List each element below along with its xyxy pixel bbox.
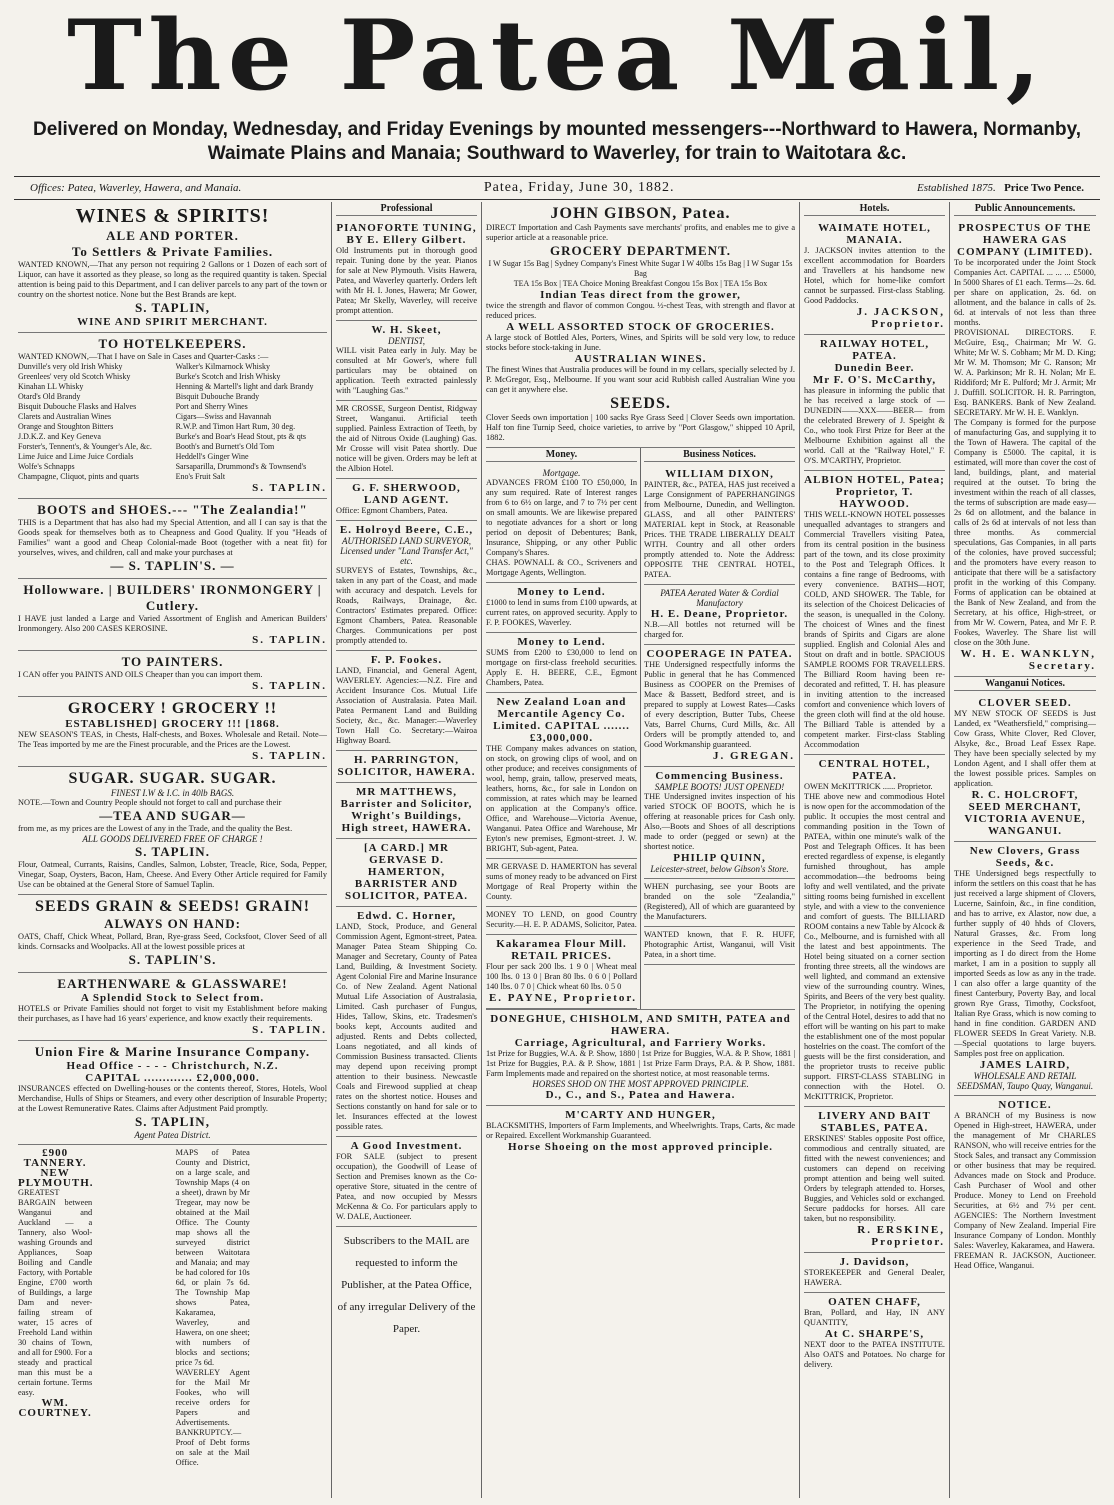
huff-body: WANTED known, that F. R. HUFF, Photographic Artist, Wanganui, will Visit Patea, in a short time. xyxy=(644,930,795,959)
payne: E. PAYNE, Proprietor. xyxy=(488,992,637,1004)
notice-body: A BRANCH of my Business is now Opened in High-street, HAWERA, under the management of Mr CHARLES RANSON, who will receive entries for the Stock Sales, and transact any Commission or other business that may be required. Advances made on Stock and Produce. Cash Purchaser of Wool and other Produce. Money to Lend on Freehold Securities, at 6½ and 7½ per cent. AGENCIES: The Northern Investment Company of New Zealand. Imperial Fire Insurance Company of London. Monthly Sales: Waverley, Kakaramea, and Hawera. xyxy=(954,1111,1096,1250)
sharpe: At C. SHARPE'S, xyxy=(824,1328,925,1340)
ad-lend-2 xyxy=(486,633,637,693)
skeet-title: W. H. Skeet, xyxy=(371,324,442,336)
mortgage: Mortgage. xyxy=(542,468,581,478)
oaten-body: Bran, Pollard, and Hay, IN ANY QUANTITY, xyxy=(804,1308,945,1327)
price: Price Two Pence. xyxy=(1004,182,1084,194)
splendid: A Splendid Stock to Select from. xyxy=(80,992,265,1004)
ad-albion xyxy=(804,471,945,755)
cooperage: COOPERAGE IN PATEA. xyxy=(646,648,793,660)
union-body: INSURANCES effected on Dwelling-houses or the contents thereof, Stores, Hotels, Wool Merchandise, Hulls of Ships or Steamers, and every other description of Insurable Property; at the Lowest Remunerative Rates. Claims after Adjustment Paid promptly. xyxy=(18,1084,327,1113)
settlers: To Settlers & Private Families. xyxy=(71,244,274,259)
doneghue: DONEGHUE, CHISHOLM, AND SMITH, PATEA and HAWERA. xyxy=(490,1013,791,1037)
mccarthy: Mr F. O'S. McCarthy, xyxy=(812,374,937,386)
ad-painters xyxy=(18,651,327,697)
aus-wines: AUSTRALIAN WINES. xyxy=(574,353,707,365)
horner-title: Edwd. C. Horner, xyxy=(356,910,457,922)
sherwood-office: Office: Egmont Chambers, Patea. xyxy=(336,506,448,515)
sample: SAMPLE BOOTS! JUST OPENED! xyxy=(654,782,785,792)
ad-hamerton xyxy=(336,839,477,907)
money-business-columns xyxy=(486,448,795,1009)
taplins-2: S. TAPLIN'S. xyxy=(128,952,217,967)
directors: PROVISIONAL DIRECTORS. F. McGuire, Esq., Chairman; Mr W. G. White; Mr W. S. Cobham; Mr M. D. King; Mr W. M. Thomson; Mr C. Ranson; Mr W. A. Parkinson; Mr R. H. Nolan; Mr E. Riddiford; Mr E. Pulford; Mr J. Armit; Mr J. Duffill. SOLICITOR. H. R. Parrington, Esq. BANKERS. Bank of New Zealand. SECRETARY. Mr W. H. E. Wanklyn. xyxy=(954,328,1096,417)
tannery-body: GREATEST BARGAIN between Wanganui and Auckland — a Tannery, also Wool-washing Grounds and Appliances, Soap Boiling and Candle Factory, with Portable Engine, £700 worth of Buildings, a large Dam and never-failing stream of water, 15 acres of Freehold Land within 30 chains of Town, and all for £900. For a steady and practical man this must be a certain fortune. Terms easy. xyxy=(18,1188,93,1397)
boots-body: THIS is a Department that has also had my Special Attention, and all I can say is that the Goods speak for themselves both as to Cheapness and Good Quality. If you "Heads of Families" want a good and Cheap Colonial-made Boot (together with a neat fit) for yourselves, wives, and children, call and make your purchases at xyxy=(18,518,327,557)
ad-davidson xyxy=(804,1253,945,1293)
matthews: MR MATTHEWS, Barrister and Solicitor, Wright's Buildings, High street, HAWERA. xyxy=(340,786,473,834)
ad-nz-loan xyxy=(486,693,637,859)
ad-mccarty xyxy=(486,1106,795,1157)
dentist: DENTIST, xyxy=(387,336,426,346)
taplins: — S. TAPLIN'S. — xyxy=(110,558,235,573)
professional-section: Professional xyxy=(336,202,477,216)
groceries: A WELL ASSORTED STOCK OF GROCERIES. xyxy=(506,321,775,333)
column-3 xyxy=(482,202,800,1498)
hamerton: [A CARD.] MR GERVASE D. HAMERTON, BARRISTER AND SOLICITOR, PATEA. xyxy=(344,842,469,902)
ad-zealandia xyxy=(644,879,795,927)
ad-fookes xyxy=(336,651,477,751)
earthen-title: EARTHENWARE & GLASSWARE! xyxy=(57,976,288,991)
ad-kakaramea xyxy=(486,935,637,1009)
ad-boots xyxy=(18,499,327,579)
always: ALWAYS ON HAND: xyxy=(104,916,241,931)
prospectus: PROSPECTUS OF THE HAWERA GAS COMPANY (LIMITED). xyxy=(957,222,1093,258)
albion-body: THIS WELL-KNOWN HOTEL possesses unequalled advantages to strangers and Commercial Travellers visiting Patea, from its central position in the business part of the town, and its close proximity to the Post and Telegraph Offices. It contains a fine range of Bedrooms, with every convenience. BATHS—HOT, COLD, AND SHOWER. The Table, for its selection of the Choicest Delicacies of the season, is unequalled in the Colony. The choicest of Wines and the finest brands of Spirits and Cigars are alone supplied. English and Colonial Ales and Stout on draft and in bottle. SPACIOUS SAMPLE ROOMS FOR TRAVELLERS. The Billiard Room having been re-decorated and refitted, T. H. has pleasure in inviting attention to the increased comfort and convenience which lovers of the green cloth will find at the old house. The Billiard Table is attended by a competent marker. First-class Stabling Accommodation xyxy=(804,510,945,749)
taplin-8: S. TAPLIN, xyxy=(135,1114,210,1129)
money-lend: Money to Lend. xyxy=(517,586,606,598)
jackson: J. JACKSON, Proprietor. xyxy=(856,306,945,330)
taplin-4: S. TAPLIN. xyxy=(252,680,327,692)
ad-parrington xyxy=(336,751,477,783)
ad-wines xyxy=(18,202,327,333)
seeds-body: Clover Seeds own importation | 100 sacks Rye Grass Seed | Clover Seeds own importation. Half ton fine Turnip Seed, choice varieties, to arrive by "Port Glasgow," shipped 10 April, 1882. xyxy=(486,413,795,442)
column-2 xyxy=(332,202,482,1498)
boots-title: BOOTS and SHOES.--- "The Zealandia!" xyxy=(37,502,308,517)
quinn-body: THE Undersigned invites inspection of his varied STOCK OF BOOTS, which he is offering at reasonable prices for Cash only. Also,—Boots and Shoes of all descriptions made to order (pegged or sewn) at the shortest notice. xyxy=(644,792,795,851)
ad-waimate xyxy=(804,219,945,335)
ad-subscribers xyxy=(336,1227,477,1344)
patea-aerated: PATEA Aerated Water & Cordial Manufactory xyxy=(660,588,779,608)
hotels-section: Hotels. xyxy=(804,202,945,216)
masthead xyxy=(0,0,1114,118)
wine-merchant: WINE AND SPIRIT MERCHANT. xyxy=(77,316,268,328)
jackson-2: FREEMAN R. JACKSON, Auctioneer. Head Office, Wanganui. xyxy=(954,1251,1096,1270)
business-section: Business Notices. xyxy=(644,448,795,462)
sugar-title: SUGAR. SUGAR. SUGAR. xyxy=(68,770,277,787)
oats-body: OATS, Chaff, Chick Wheat, Pollard, Bran, Rye-grass Seed, Cocksfoot, Clover Seed of all kinds. Cornsacks and Woolpacks. All at the lowest possible prices at xyxy=(18,932,327,951)
new-clovers: New Clovers, Grass Seeds, &c. xyxy=(969,845,1081,869)
ad-crosse xyxy=(336,401,477,479)
ad-deane xyxy=(644,585,795,645)
railway: RAILWAY HOTEL, PATEA. xyxy=(819,338,930,362)
capital: CAPITAL ............. £2,000,000. xyxy=(85,1072,260,1084)
davidson-body: STOREKEEPER and General Dealer, HAWERA. xyxy=(804,1268,945,1287)
ad-grain xyxy=(18,895,327,973)
crosse-body: MR CROSSE, Surgeon Dentist, Ridgway Street, Wanganui. Artificial teeth supplied. Painless Extraction of Teeth, by the aid of Nitrous Oxide (Laughing) Gas. Mr Crosse will visit Patea shortly. Due notice will be given. Orders may be left at the Albion Hotel. xyxy=(336,404,477,473)
ad-prospectus xyxy=(954,219,1096,677)
dixon-title: WILLIAM DIXON, xyxy=(665,468,774,480)
indian: Indian Teas direct from the grower, xyxy=(540,289,741,301)
ad-sharpe xyxy=(804,1293,945,1374)
business-column xyxy=(641,448,795,1009)
ad-dixon xyxy=(644,465,795,585)
columns xyxy=(14,202,1100,1498)
wines-title: WINES & SPIRITS! xyxy=(75,205,270,227)
skeet-body: WILL visit Patea early in July. May be consulted at Mr Gower's, where full particulars may be obtained on application. Teeth extracted painlessly with "Laughing Gas." xyxy=(336,346,477,395)
horse-shoeing: Horse Shoeing on the most approved principle. xyxy=(507,1141,774,1153)
sugars: I W Sugar 15s Bag | Sydney Company's Finest White Sugar I W 40lbs 15s Bag | I W Sugar 15s Bag xyxy=(488,259,793,278)
column-1 xyxy=(14,202,332,1498)
ad-piano xyxy=(336,219,477,321)
hamerton-body: MR GERVASE D. HAMERTON has several sums of money ready to be advanced on First Mortgage of Real Property within the County. xyxy=(486,862,637,901)
ad-tannery xyxy=(18,1145,327,1472)
parrington: H. PARRINGTON, SOLICITOR, HAWERA. xyxy=(337,754,476,778)
public-section: Public Announcements. xyxy=(954,202,1096,216)
ad-railway xyxy=(804,335,945,471)
ad-cooperage xyxy=(644,645,795,767)
piano-body: Old Instruments put in thorough good repair. Tuning done by the year. Pianos for sale at New Plymouth. Visits Hawera, Patea, and Waverley quarterly. Orders left with Mr H. I. Jones, Hawera; Mr Gower, Patea; Mr Skelly, Waverley, will receive prompt attention. xyxy=(336,246,477,315)
central-prop: OWEN McKITTRICK ...... Proprietor. xyxy=(804,782,933,791)
sherwood-title: G. F. SHERWOOD, LAND AGENT. xyxy=(352,482,461,506)
masthead-title: The Patea Mail, xyxy=(66,0,1048,112)
central: CENTRAL HOTEL, PATEA. xyxy=(818,758,931,782)
laird: JAMES LAIRD, xyxy=(979,1059,1071,1071)
dunedin: Dunedin Beer. xyxy=(834,362,915,374)
dateline-right xyxy=(917,182,1084,194)
taplin-7: S. TAPLIN. xyxy=(252,1024,327,1036)
ad-builders xyxy=(18,579,327,651)
builders-title: Hollowware. | BUILDERS' IRONMONGERY | Cutlery. xyxy=(23,582,322,613)
retail: RETAIL PRICES. xyxy=(511,950,612,962)
taplin-2: S. TAPLIN. xyxy=(252,482,327,494)
ad-quinn xyxy=(644,767,795,879)
hotel-right: Walker's Kilmarnock Whisky Burke's Scotch and Irish Whisky Henning & Martell's light and dark Brandy Bisquit Dubouche Brandy Port and Sherry Wines Cigars—Swiss and Havannah R.W.P. and Timon Hart Rum, 30 deg. Burke's and Boar's Head Stout, pts & qts Booth's and Burnett's Old Tom Heddell's Ginger Wine Sarsaparilla, Drummond's & Townsend's Eno's Fruit Salt xyxy=(175,362,314,481)
prizes: 1st Prize for Buggies, W.A. & P. Show, 1880 | 1st Prize for Buggies, W.A. & P. Show, 1881 | 1st Prize for Buggies, P.A. & P. Show, 1881 | 1st Prize Farm Drays, P.A. & P. Show, 1881. Farm Implements made and repaired on the shortest notice, at most reasonable terms. xyxy=(486,1049,795,1078)
hotel-lists xyxy=(18,362,327,482)
laird-body: THE Undersigned begs respectfully to inform the settlers on this coast that he has just received a large shipment of Clovers, Lucerne, Sainfoin, &c., in fine condition, and has to arrive, ex Alastor, now due, a further supply of 40 hhds of Clovers, Natural Grasses, &c. From long experience in the Seed Trade, and importing as I do direct from the Home market, I am in a position to supply all imported Seeds as low as any in the trade. I can also offer a large quantity of the finest Canterbury, Poverty Bay, and local grown Rye Grass, Timothy, Cocksfoot, Italian Rye Grass, which is now coming to hand in fine condition. GARDEN AND FLOWER SEEDS In Great Variety. N.B.—Special quotations to large buyers. Samples post free on application. xyxy=(954,869,1096,1058)
ad-livery xyxy=(804,1107,945,1253)
taplin-3: S. TAPLIN. xyxy=(252,634,327,646)
ad-hotelkeepers xyxy=(18,333,327,499)
aus-body: The finest Wines that Australia produces will be found in my cellars, specially selected by J. P. McGregor, Esq., Melbourne. If you want sour acid Rubbish called Australian Wine you can get it anywhere else. xyxy=(486,365,795,394)
ad-mortgage xyxy=(486,465,637,583)
courtney: WM. COURTNEY. xyxy=(18,1397,92,1419)
ad-skeet xyxy=(336,321,477,401)
column-5 xyxy=(950,202,1100,1498)
albion: ALBION HOTEL, Patea; Proprietor, T. HAYWOOD. xyxy=(804,474,945,510)
quinn: PHILIP QUINN, xyxy=(673,852,766,864)
horner-body: LAND, Stock, Produce, and General Commission Agent, Egmont-street, Patea. Manager Patea Steam Shipping Co. Manager and Secretary, County of Patea Land, Building, & Investment Society. Agent Colonial Fire and Marine Insurance Co. of New Zealand. Agent National Mutual Life Association of Australasia, Limited. Cash purchaser of Fungus, Hides, Tallow, Skins, etc. Tradesmen's books kept, Accounts audited and adjusted. Rents and Debts collected, Loans negotiated, and all kinds of Commission Business transacted. Clients may depend upon receiving prompt attention to their business. Newcastle Coals and Firewood supplied at cheap rates on the shortest notice. Houses and Sections constantly on hand for sale or to let. Insurances effected at the lowest possible rates. xyxy=(336,922,477,1131)
bottled: A large stock of Bottled Ales, Porters, Wines, and Spirits will be sold very low, to reduce stocks before stock-taking in June. xyxy=(486,333,795,352)
central-body: THE above new and commodious Hotel is now open for the accommodation of the public. It occupies the most central and commanding position in the Town of PATEA, within one minute's walk of the Post and Telegraph Offices. It has been erected regardless of expense, is elegantly furnished throughout, has ample accommodation—the bedrooms being lofty and well ventilated, and the private sitting rooms being furnished in excellent style, and with a view to the convenience and comfort of guests. The BILLIARD ROOM contains a new Table by Alcock & Co., Melbourne, and is furnished with all the latest and best appointments. The Hotel being situated on a corner section fronting three streets, all the windows are well lighted, and command an extensive view of the surrounding country. Wines, Spirits, and Beers of the very best quality. The Proprietor, in notifying the opening of the Central Hotel, desires to add that no effort will be wanting on his part to make the establishment one of the most popular hostelries on the coast. The comfort of the guests will be the first consideration, and the proprietor trusts to receive public support. FIRST-CLASS STABLING in connection with the Hotel. O. McKITTRICK, Proprietor. xyxy=(804,792,945,1101)
waimate: WAIMATE HOTEL, MANAIA. xyxy=(818,222,931,246)
column-4 xyxy=(800,202,950,1498)
agent: Agent Patea District. xyxy=(134,1130,211,1140)
offices: Offices: Patea, Waverley, Hawera, and Manaia. xyxy=(30,182,242,194)
ad-hamerton-money xyxy=(486,859,637,907)
tea-sugar: —TEA AND SUGAR— xyxy=(99,808,246,823)
waverley-body: WAVERLEY Agent for the Mail Mr Fookes, who will receive orders for Papers and Advertisements. xyxy=(175,1368,250,1427)
mccarty: M'CARTY AND HUNGER, xyxy=(565,1109,716,1121)
horses: HORSES SHOD ON THE MOST APPROVED PRINCIPLE. xyxy=(532,1079,749,1089)
tannery-left xyxy=(18,1148,169,1468)
ad-sugar xyxy=(18,767,327,895)
indian-body: twice the strength and flavor of common Congou. ½-chest Teas, with strength and flavor at reduced prices. xyxy=(486,301,795,320)
grocery-sub: ESTABLISHED] GROCERY !!! [1868. xyxy=(65,718,280,730)
painters-title: TO PAINTERS. xyxy=(121,654,224,669)
prices: Flour per sack 200 lbs. 1 9 0 | Wheat meal 100 lbs. 0 13 0 | Bran 80 lbs. 0 6 0 | Pollard 140 lbs. 0 7 0 | Chick wheat 60 lbs. 0 5 0 xyxy=(486,962,637,991)
livery: LIVERY AND BAIT STABLES, PATEA. xyxy=(818,1110,931,1134)
builders-body: I HAVE just landed a Large and Varied Assortment of English and American Builders' Ironmongery. Also 200 CASES KEROSINE. xyxy=(18,614,327,633)
free-delivery: ALL GOODS DELIVERED FREE OF CHARGE ! xyxy=(82,834,263,844)
ad-sherwood xyxy=(336,479,477,521)
fookes-title: F. P. Fookes. xyxy=(370,654,443,666)
ad-adams xyxy=(486,907,637,935)
ad-doneghue xyxy=(486,1009,795,1106)
ad-laird xyxy=(954,842,1096,1096)
gibson-body: DIRECT Importation and Cash Payments save merchants' profits, and enables me to give a superior article at a reasonable price. xyxy=(486,223,795,242)
money-column xyxy=(486,448,641,1009)
holcroft: R. C. HOLCROFT, SEED MERCHANT, VICTORIA AVENUE, WANGANUI. xyxy=(964,789,1086,837)
prospectus-body: To be incorporated under the Joint Stock Companies Act. CAPITAL ... ... ... £5000, In 5000 Shares of £1 each. Terms—2s. 6d. per share on application, 2s. 6d. on allotment, and the balance in calls of 2s. 6d. at intervals of not less than three months. xyxy=(954,258,1096,327)
commencing: Commencing Business. xyxy=(655,770,784,782)
taplin-5: S. TAPLIN. xyxy=(252,750,327,762)
notice: NOTICE. xyxy=(998,1099,1052,1111)
fookes-body: LAND, Financial, and General Agent, WAVERLEY. Agencies:—N.Z. Fire and Accident Insurance Cos. Mutual Life Association of Australasia. Patea Mail. Patea Permanent Land and Building Society, &c., &c. Manager:—Waverley Town Hall Co. Secretary:—Wairoa Highway Board. xyxy=(336,666,477,745)
bankruptcy: BANKRUPTCY.—Proof of Debt forms on sale at the Mail Office. xyxy=(175,1428,250,1467)
erskine: R. ERSKINE, Proprietor. xyxy=(857,1224,945,1248)
dateline xyxy=(14,176,1100,200)
gibson-title: JOHN GIBSON, Patea. xyxy=(550,205,731,222)
ad-beere xyxy=(336,521,477,651)
carriage: Carriage, Agricultural, and Farriery Works. xyxy=(514,1037,767,1049)
zealandia-body: WHEN purchasing, see your Boots are branded on the sole "Zealandia," (Registered), All of which are guaranteed by the Manufacturers. xyxy=(644,882,795,921)
livery-body: ERSKINES' Stables opposite Post office, commodious and centrally situated, are fitted with the newest conveniences; and customers can depend on receiving prompt attention and being well suited. Orders by telegraph attended to. Horses, Buggies, and Vehicles sold or exchanged. Secure paddocks for horses. All care taken, but no responsibility. xyxy=(804,1134,945,1223)
nz-loan-body: THE Company makes advances on station, on stock, on growing clips of wool, and on other produce; and receives consignments of wool, hemp, grain, tallow, preserved meats, leathers, horns, &c., for sale in London on commission, at rates which may be learned on application at the Company's office. Office, and Warehouse—Victoria Avenue, Wanganui. Patea Office and Warehouse, Mr Eyton's new premises, Egmont-street. J. W. BRIGHT, Sub-agent, Patea. xyxy=(486,744,637,853)
dixon-body: PAINTER, &c., PATEA, HAS just received a Large Consignment of PAPERHANGINGS from Melbourne, Dunedin, and Wellington. GLASS, and all other PAINTERS' MATERIAL kept in Stock, at Reasonable Prices. THE TRADE LIBERALLY DEALT WITH. Country and all other orders promptly attended to. Note the Address: OPPOSITE THE CENTRAL HOTEL, PATEA. xyxy=(644,480,795,579)
ad-horner xyxy=(336,907,477,1137)
sugar-sub: FINEST I.W & I.C. in 40lb BAGS. xyxy=(110,788,235,798)
wanklyn: W. H. E. WANKLYN, Secretary. xyxy=(960,648,1096,672)
hotel-body: WANTED KNOWN,—That I have on Sale in Cases and Quarter-Casks :— xyxy=(18,352,269,361)
waimate-body: J. JACKSON invites attention to the excellent accommodation for Boarders and Travellers at his handsome new Hotel, which for home-like comfort cannot be surpassed. First-class Stabling. Good Paddocks. xyxy=(804,246,945,305)
davidson: J. Davidson, xyxy=(839,1256,910,1268)
kakaramea: Kakaramea Flour Mill. xyxy=(496,938,627,950)
tannery-right xyxy=(176,1148,327,1468)
taplin-6: S. TAPLIN. xyxy=(135,844,210,859)
established: Established 1875. xyxy=(916,182,996,194)
head-office: Head Office - - - - Christchurch, N.Z. xyxy=(66,1060,279,1072)
dcs: D., C., and S., Patea and Hawera. xyxy=(545,1089,736,1101)
ad-notice xyxy=(954,1096,1096,1275)
ad-union xyxy=(18,1041,327,1145)
quinn-addr: Leicester-street, below Gibson's Store. xyxy=(650,864,789,874)
mccarty-body: BLACKSMITHS, Importers of Farm Implements, and Wheelwrights. Traps, Carts, &c made or Repaired. Excellent Workmanship Guaranteed. xyxy=(486,1121,795,1140)
lend-1: £1000 to lend in sums from £100 upwards, at current rates, on approved security. Apply to F. P. FOOKES, Waverley. xyxy=(486,598,637,627)
grocery-title: GROCERY ! GROCERY !! xyxy=(67,700,278,717)
teas: TEA 15s Box | TEA Choice Moning Breakfast Congou 15s Box | TEA 15s Box xyxy=(513,279,768,288)
gas-body: The Company is formed for the purpose of manufacturing Gas, and supplying it to the Town of Hawera. The capital of the Company is £5000. The capital, it is estimated, will more than cover the cost of land, buildings, plant, and material required at the outset. To bring the investment within the reach of all classes, the terms of subscription are made easy—2s 6d on allotment, and the balance in calls of 2s 6d at intervals of not less than three months. As commercial speculations, Gas Companies, in all parts of the colonies, have proved successful; and the promoters have every reason to anticipate that there will be a satisfactory profit in the working of this Company. Forms of application can be obtained at the Bank of New Zealand, and from the Secretary, at his office, High-street, or from Mr W. Cowern, Patea, and Mr F. P. Fookes, Waverley. The Share list will close on the 30th June. xyxy=(954,418,1096,647)
ad-investment xyxy=(336,1137,477,1227)
hotel-title: TO HOTELKEEPERS. xyxy=(98,336,247,351)
beere-sub: AUTHORISED LAND SURVEYOR, Licensed under "Land Transfer Act," etc. xyxy=(340,536,473,566)
oaten: OATEN CHAFF, xyxy=(828,1296,921,1308)
clover: CLOVER SEED. xyxy=(978,697,1072,709)
tannery-title: £900 TANNERY. NEW PLYMOUTH. xyxy=(18,1147,94,1189)
cooperage-body: THE Undersigned respectfully informs the Public in general that he has Commenced Business as COOPER on the Premises of Mace & Bassett, Bedford street, and is prepared to supply at Lowest Rates—Casks of every description, Butter Tubs, Cheese Vats, Barrel Churns, Curd Mills, &c. All Orders will be promptly attended to, and Good Workmanship guaranteed. xyxy=(644,660,795,749)
ad-earthenware xyxy=(18,973,327,1041)
grocery-body: NEW SEASON'S TEAS, in Chests, Half-chests, and Boxes. Wholesale and Retail. Note—The Teas imported by me are the Finest procurable, and the Prices are the Lowest. xyxy=(18,730,327,749)
beere-body: SURVEYS of Estates, Townships, &c., taken in any part of the Coast, and made with accuracy and despatch. Levels for Roads, Railways, Drainage, &c. Contractors' Estimates prepared. Office: Egmont Chambers, Patea. Reasonable Charges. Communications per post promptly attended to. xyxy=(336,566,477,645)
wanganui-section: Wanganui Notices. xyxy=(954,677,1096,691)
investment-body: FOR SALE (subject to present occupation), the Goodwill of Lease of Section and Premises known as the Co-operative Store, situated in the centre of Patea, and now occupied by Messrs McKenna & Co. For particulars apply to W. DALE, Auctioneer. xyxy=(336,1152,477,1221)
advances: ADVANCES FROM £100 TO £50,000, In any sum required. Rate of Interest ranges from 6 to 6½ on large, and 7 to 7½ per cent on small amounts. We are likewise prepared to negotiate advances for a short or long period on deposit of Debentures; Bank, Insurance, Shipping, or any other Public Company's Shares. xyxy=(486,478,637,557)
issue-date: Patea, Friday, June 30, 1882. xyxy=(483,180,675,195)
note-body: NOTE.—Town and Country People should not forget to call and purchase their xyxy=(18,798,282,807)
ad-huff xyxy=(644,927,795,965)
note-body-2: from me, as my prices are the Lowest of any in the Trade, and the quality the Best. xyxy=(18,824,293,833)
ad-lend-1 xyxy=(486,583,637,633)
ale-porter: ALE AND PORTER. xyxy=(106,228,239,243)
gregan: J. GREGAN. xyxy=(712,750,795,762)
ad-grocery xyxy=(18,697,327,767)
ad-central xyxy=(804,755,945,1107)
ad-gibson xyxy=(486,202,795,448)
union-title: Union Fire & Marine Insurance Company. xyxy=(34,1044,311,1059)
money-section: Money. xyxy=(486,448,637,462)
mccarthy-body: has pleasure in informing the public that he has received a large stock of —DUNEDIN——XXX——BEER— from the celebrated Brewery of J. Speight & Co., who took First Prize for Beer at the Melbourne Exhibition against all the world. Call at the "Railway Hotel," F. O'S. M'CARTHY, Proprietor. xyxy=(804,386,945,465)
deane: H. E. Deane, Proprietor. xyxy=(650,608,789,620)
investment-title: A Good Investment. xyxy=(350,1140,463,1152)
painters-body: I CAN offer you PAINTS AND OILS Cheaper than you can import them. xyxy=(18,670,263,679)
subscribers: Subscribers to the MAIL are requested to inform the Publisher, at the Patea Office, of any irregular Delivery of the Paper. xyxy=(337,1235,476,1335)
money-lend-2: Money to Lend. xyxy=(517,636,606,648)
sharpe-body: NEXT door to the PATEA INSTITUTE. Also OATS and Potatoes. No charge for delivery. xyxy=(804,1340,945,1369)
tannery-columns xyxy=(18,1148,327,1468)
ad-clover xyxy=(954,694,1096,842)
laird-sub: WHOLESALE AND RETAIL SEEDSMAN, Taupo Quay, Wanganui. xyxy=(956,1071,1094,1091)
deane-body: N.B.—All bottles not returned will be charged for. xyxy=(644,620,795,639)
maps-body: MAPS of Patea County and District, on a large scale, and Township Maps (4 on a sheet), drawn by Mr Tregear, may now be obtained at the Mail Office. The County map shows all the surveyed district between Waitotara and Manaia; and may be had colored for 10s 6d, or plain 7s 6d. The Township Map shows Patea, Kakaramea, Waverley, and Hawera, on one sheet; with numbers of blocks and sections; price 7s 6d. xyxy=(175,1148,250,1367)
grocery-dept: GROCERY DEPARTMENT. xyxy=(549,243,732,258)
flour-list: Flour, Oatmeal, Currants, Raisins, Candles, Salmon, Lobster, Treacle, Rice, Soda, Pepper, Vinegar, Soap, Oysters, Bacon, Ham, Cheese. And Every Other Article required for Family Use can be obtained at the General Store of Samuel Taplin. xyxy=(18,860,327,889)
hotels-body: HOTELS or Private Families should not forget to visit my Establishment before making their purchases, as I have had 16 years' experience, and know exactly their requirements. xyxy=(18,1004,327,1023)
wines-body: WANTED KNOWN,—That any person not requiring 2 Gallons or 1 Dozen of each sort of Liquor, can have it assorted as they please, so long as the required quantity is taken. Special attention is being paid to this Department, and I can deliver parcels to any part of the town or country on the shortest notice. None but the Best Brands are kept. xyxy=(18,260,327,299)
grain-title: SEEDS GRAIN & SEEDS! GRAIN! xyxy=(34,898,311,915)
ad-matthews xyxy=(336,783,477,839)
clover-body: MY NEW STOCK OF SEEDS is Just Landed, ex "Weathersfield," comprising— Cow Grass, White Clover, Red Clover, Alsyke, &c., Broad Leaf Essex Rape. They have been specially selected by my London Agent, and I shall offer them at the lowest possible prices. Samples on application. xyxy=(954,709,1096,788)
delivery-notice: Delivered on Monday, Wednesday, and Friday Evenings by mounted messengers---Northward to Hawera, Normanby, Waimate Plains and Manaia; Southward to Waverley, for train to Waitotara &c. xyxy=(32,119,1082,164)
hotel-left: Dunville's very old Irish Whisky Greenlees' very old Scotch Whisky Kinahan LL Whisky Otard's Old Brandy Bisquit Dubouche Flasks and Halves Clarets and Australian Wines Orange and Stoughton Bitters J.D.K.Z. and Key Geneva Forster's, Tennent's, & Younger's Ale, &c. Lime Juice and Lime Juice Cordials Wolfe's Schnapps Champagne, Cliquot, pints and quarts xyxy=(18,362,152,481)
nz-loan: New Zealand Loan and Mercantile Agency Co. Limited. CAPITAL ....... £3,000,000. xyxy=(493,696,630,744)
seeds-title: SEEDS. xyxy=(610,395,671,412)
pownall: CHAS. POWNALL & CO., Scriveners and Mortgage Agents, Wellington. xyxy=(486,558,637,577)
piano-title: PIANOFORTE TUNING, BY E. Ellery Gilbert. xyxy=(336,222,477,246)
taplin-1: S. TAPLIN, xyxy=(135,300,210,315)
beere-title: E. Holroyd Beere, C.E., xyxy=(339,524,474,536)
lend-2: SUMS from £200 to £30,000 to lend on mortgage on first-class freehold securities. Apply E. H. BEERE, C.E., Egmont Chambers, Patea. xyxy=(486,648,637,687)
adams-body: MONEY TO LEND, on good Country Security.—H. E. P. ADAMS, Solicitor, Patea. xyxy=(486,910,637,929)
